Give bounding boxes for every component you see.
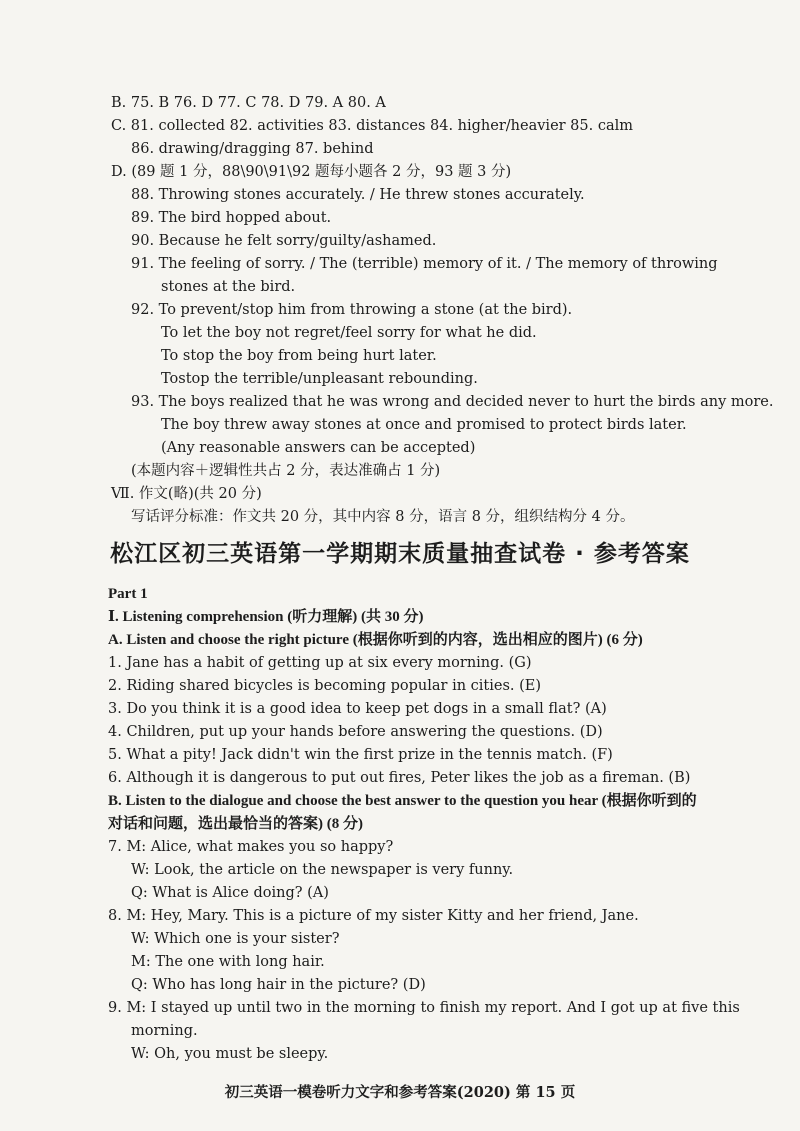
scoring-note: (89 题 1 分，88\90\91\92 题每小题各 2 分，93 题 3 分) <box>131 164 512 180</box>
dialogue-8-line3: M: The one with long hair. <box>131 954 325 970</box>
answer-90: 90. Because he felt sorry/guilty/ashamed. <box>131 233 437 249</box>
listening-item-4: 4. Children, put up your hands before answering the questions. (D) <box>108 724 603 740</box>
dialogue-8-line1: 8. M: Hey, Mary. This is a picture of my sister Kitty and her friend, Jane. <box>108 908 639 924</box>
listening-item-6: 6. Although it is dangerous to put out fires, Peter likes the job as a fireman. (B) <box>108 770 691 786</box>
section-label: B. <box>111 95 127 111</box>
dialogue-7-question: Q: What is Alice doing? (A) <box>131 885 329 901</box>
section-a-heading: A. Listen and choose the right picture (根据你听到的内容，选出相应的图片) (6 分) <box>108 632 643 648</box>
writing-scoring-standard: 写话评分标准：作文共 20 分，其中内容 8 分，语言 8 分，组织结构分 4 分。 <box>131 509 635 525</box>
answer-88: 88. Throwing stones accurately. / He threw stones accurately. <box>131 187 585 203</box>
answers-b <box>111 93 386 113</box>
section-i-heading: Ⅰ. Listening comprehension (听力理解) (共 30 分) <box>108 609 424 625</box>
dialogue-8-question: Q: Who has long hair in the picture? (D) <box>131 977 426 993</box>
answer-91-line2: stones at the bird. <box>161 279 296 295</box>
section-label: D. <box>111 164 127 180</box>
answer-92-line4: Tostop the terrible/unpleasant rebounding. <box>161 371 478 387</box>
answer-92-line1: 92. To prevent/stop him from throwing a stone (at the bird). <box>131 302 573 318</box>
dialogue-9-line2: W: Oh, you must be sleepy. <box>131 1046 329 1062</box>
page-footer: 初三英语一模卷听力文字和参考答案(2020) 第 15 页 <box>224 1084 576 1101</box>
answer-93-line1: 93. The boys realized that he was wrong and decided never to hurt the birds any more. <box>131 394 774 410</box>
content-scoring-note: (本题内容＋逻辑性共占 2 分，表达准确占 1 分) <box>131 463 441 479</box>
answer-92-line2: To let the boy not regret/feel sorry for what he did. <box>161 325 537 341</box>
answers-d-header <box>111 162 511 182</box>
part-heading: Part 1 <box>108 586 148 602</box>
answer-line: 75. B 76. D 77. C 78. D 79. A 80. A <box>130 95 386 111</box>
listening-item-3: 3. Do you think it is a good idea to keep pet dogs in a small flat? (A) <box>108 701 607 717</box>
page-title: 松江区初三英语第一学期期末质量抽查试卷 · 参考答案 <box>110 541 690 567</box>
listening-item-5: 5. What a pity! Jack didn't win the first prize in the tennis match. (F) <box>108 747 613 763</box>
answer-93-line3: (Any reasonable answers can be accepted) <box>161 440 476 456</box>
answer-89: 89. The bird hopped about. <box>131 210 332 226</box>
dialogue-9-line1: 9. M: I stayed up until two in the morning to finish my report. And I got up at five this <box>108 1000 740 1016</box>
answers-c-line2: 86. drawing/dragging 87. behind <box>131 141 374 157</box>
answer-93-line2: The boy threw away stones at once and promised to protect birds later. <box>161 417 687 433</box>
answer-line: 81. collected 82. activities 83. distances 84. higher/heavier 85. calm <box>130 118 634 134</box>
dialogue-9-line1-cont: morning. <box>131 1023 198 1039</box>
section-label: C. <box>111 118 127 134</box>
listening-item-1: 1. Jane has a habit of getting up at six every morning. (G) <box>108 655 532 671</box>
dialogue-8-line2: W: Which one is your sister? <box>131 931 340 947</box>
answers-c-line1 <box>111 116 633 136</box>
listening-item-2: 2. Riding shared bicycles is becoming popular in cities. (E) <box>108 678 542 694</box>
answer-92-line3: To stop the boy from being hurt later. <box>161 348 437 364</box>
dialogue-7-line1: 7. M: Alice, what makes you so happy? <box>108 839 394 855</box>
section-b-heading-line2: 对话和问题，选出最恰当的答案) (8 分) <box>108 816 363 832</box>
dialogue-7-line2: W: Look, the article on the newspaper is very funny. <box>131 862 514 878</box>
section-b-heading-line1: B. Listen to the dialogue and choose the best answer to the question you hear (根据你听到的 <box>108 793 697 809</box>
section-vii-heading: Ⅶ. 作文(略)(共 20 分) <box>111 486 262 502</box>
answer-91-line1: 91. The feeling of sorry. / The (terrible) memory of it. / The memory of throwing <box>131 256 718 272</box>
